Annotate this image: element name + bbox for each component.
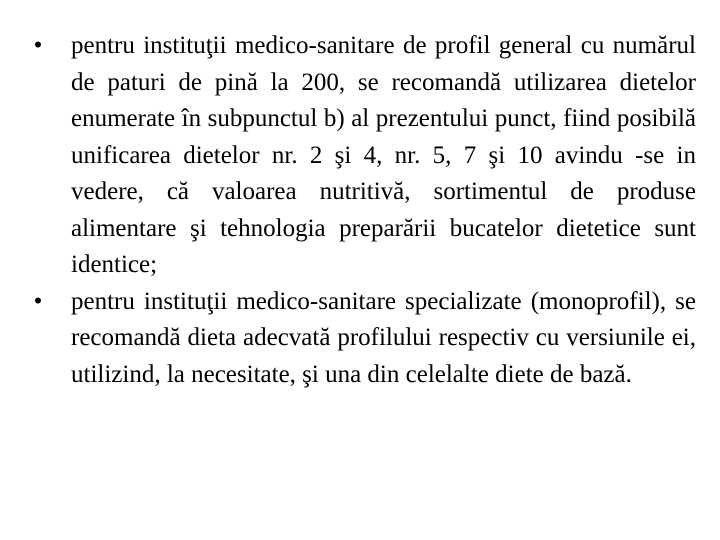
list-item xyxy=(28,284,696,394)
list-item xyxy=(28,28,696,284)
bullet-icon: • xyxy=(33,32,43,59)
bullet-list xyxy=(28,28,696,393)
bullet-icon: • xyxy=(33,287,43,315)
list-item-text: pentru instituţii medico-sanitare de profil general cu numărul de paturi de pină la 200, se recomandă utilizarea dietelor enumerate în subpunctul b) al prezentului punct, fiind posibilă unificarea dietelor nr. 2 şi 4, nr. 5, 7 şi 10 avindu -se in vedere, că valoarea nutritivă, sortimentul de produse alimentare şi tehnologia preparării bucatelor dietetice sunt identice; xyxy=(71,32,696,278)
list-item-text: pentru instituţii medico-sanitare specializate (monoprofil), se recomandă dieta adecvată profilului respectiv cu versiunile ei, utilizind, la necesitate, şi una din celelalte diete de bază. xyxy=(71,287,696,388)
